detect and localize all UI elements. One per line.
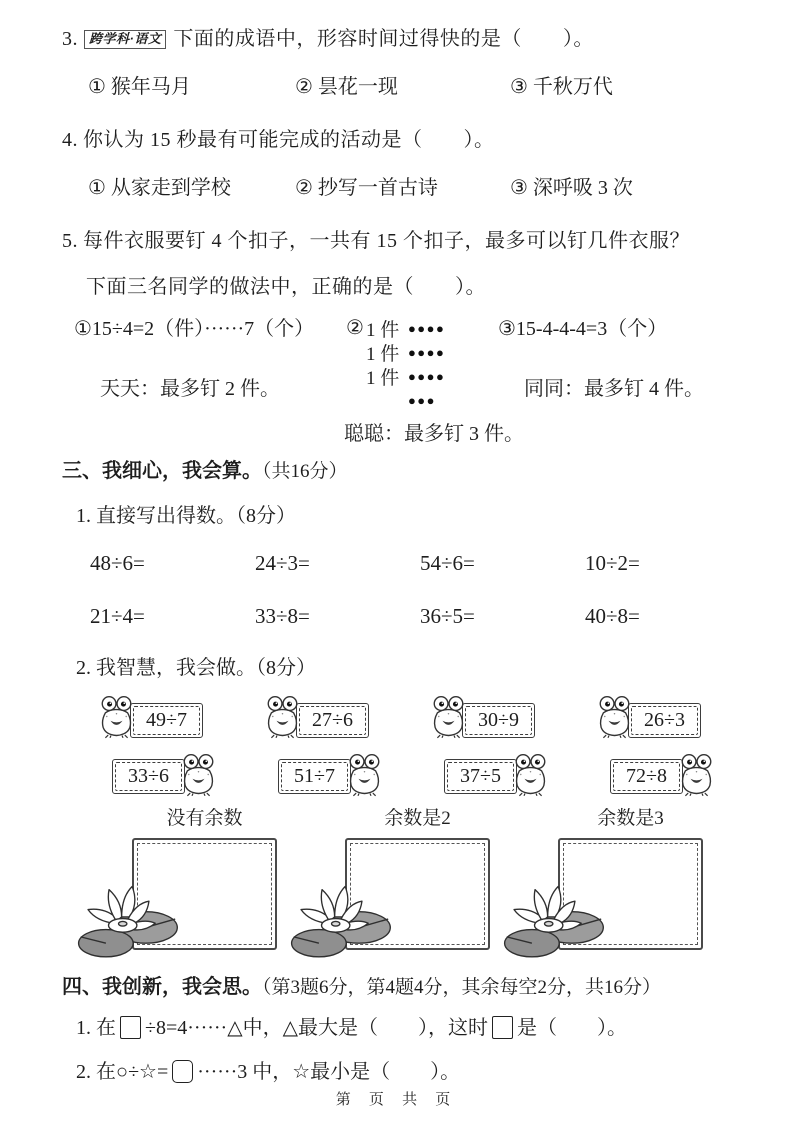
blank-square-icon: [492, 1016, 513, 1039]
subsection-1-title: 1. 直接写出得数。（8分）: [76, 505, 296, 527]
answer-ponds: [62, 806, 745, 950]
option-1: ① 猴年马月: [88, 76, 191, 98]
lotus-icon: [289, 876, 395, 960]
piece-label: 1 件: [365, 319, 400, 341]
card-expression: 37÷5: [447, 762, 514, 791]
card-expression: 27÷6: [299, 706, 366, 735]
fact-expression: 36÷5=: [420, 604, 475, 628]
frog-card: [112, 752, 278, 800]
question-text: 是（ ）。: [516, 1017, 627, 1039]
option-3: ③ 千秋万代: [510, 76, 613, 98]
frog-card: [98, 696, 264, 744]
frog-cards-row-2: [112, 752, 745, 800]
card-expression: 72÷8: [613, 762, 680, 791]
fact-expression: 40÷8=: [585, 604, 640, 628]
subsection-2-title: 2. 我智慧，我会做。（8分）: [76, 657, 316, 679]
frog-icon: [512, 753, 549, 797]
cross-subject-badge: 跨学科·语文: [84, 30, 166, 49]
pond-column-remainder-3: [512, 806, 737, 950]
card-expression: 33÷6: [115, 762, 182, 791]
method-tiantian: [74, 316, 346, 446]
option-3: ③ 深呼吸 3 次: [510, 177, 633, 199]
question-4-text: 你认为 15 秒最有可能完成的活动是（ ）。: [83, 129, 495, 151]
question-4: [62, 127, 745, 154]
button-dots-icon: ●●●●: [407, 320, 446, 336]
answer-box: [558, 838, 703, 950]
question-4-number: 4.: [62, 129, 78, 151]
fact-expression: 10÷2=: [585, 551, 640, 575]
button-dots-remainder-icon: ●●●: [407, 392, 436, 408]
question-text: 1. 在: [76, 1017, 116, 1039]
pond-label: 没有余数: [166, 808, 243, 829]
piece-label: 1 件: [365, 367, 400, 389]
section-3-title: 三、我细心，我会算。: [62, 460, 262, 482]
section-3-heading: [62, 454, 745, 483]
option-2: ② 昙花一现: [295, 76, 398, 98]
method-2-dot-diagram: [366, 316, 445, 412]
pond-column-no-remainder: [62, 806, 287, 950]
option-1: ① 从家走到学校: [88, 177, 231, 199]
frog-icon: [430, 695, 467, 739]
lotus-icon: [76, 876, 182, 960]
page-footer: 第 页 共 页: [335, 1091, 458, 1108]
question-3-number: 3.: [62, 28, 78, 50]
question-3: [62, 26, 745, 53]
method-1-conclusion: 天天：最多钉 2 件。: [100, 378, 280, 400]
frog-card: [596, 696, 762, 744]
frog-icon: [596, 695, 633, 739]
question-5-text-line1: 每件衣服要钉 4 个扣子，一共有 15 个扣子，最多可以钉几件衣服？: [83, 230, 690, 252]
fact-expression: 54÷6=: [420, 551, 475, 575]
method-3-conclusion: 同同：最多钉 4 件。: [524, 378, 704, 400]
button-dots-icon: ●●●●: [407, 344, 446, 360]
section-4-question-1: [76, 1013, 745, 1043]
frog-icon: [180, 753, 217, 797]
method-2-conclusion: 聪聪：最多钉 3 件。: [344, 423, 524, 445]
question-4-options: [88, 175, 745, 201]
section-4-title: 四、我创新，我会思。: [62, 976, 262, 998]
frog-cards-row-1: [98, 696, 745, 744]
fact-expression: 21÷4=: [90, 604, 145, 628]
card-expression: 51÷7: [281, 762, 348, 791]
blank-square-icon: [120, 1016, 141, 1039]
button-dots-icon: ●●●●: [407, 368, 446, 384]
question-text: ÷8=4······△中，△最大是（ ），这时: [145, 1017, 488, 1039]
section-4-score: （第3题6分，第4题4分，其余每空2分，共16分）: [262, 977, 662, 998]
fact-expression: 48÷6=: [90, 551, 145, 575]
question-3-options: [88, 74, 745, 100]
frog-card: [610, 752, 776, 800]
pond-column-remainder-2: [287, 806, 512, 950]
card-expression: 30÷9: [465, 706, 532, 735]
piece-label: 1 件: [365, 343, 400, 365]
pond-label: 余数是2: [384, 808, 451, 829]
division-facts: [90, 550, 745, 629]
frog-icon: [264, 695, 301, 739]
question-text: 2. 在○÷☆=: [76, 1061, 169, 1083]
frog-icon: [98, 695, 135, 739]
fact-expression: 24÷3=: [255, 551, 310, 575]
question-text: ······3 中，☆最小是（ ）。: [197, 1061, 461, 1083]
frog-icon: [346, 753, 383, 797]
option-2: ② 抄写一首古诗: [295, 177, 438, 199]
card-expression: 26÷3: [631, 706, 698, 735]
frog-card: [278, 752, 444, 800]
fact-expression: 33÷8=: [255, 604, 310, 628]
method-tongtong: [498, 316, 745, 446]
answer-box: [345, 838, 490, 950]
frog-icon: [678, 753, 715, 797]
pond-label: 余数是3: [597, 808, 664, 829]
question-5-text-line2: 下面三名同学的做法中，正确的是（ ）。: [86, 276, 486, 298]
answer-box: [132, 838, 277, 950]
method-2-label: ②: [346, 317, 364, 339]
card-expression: 49÷7: [133, 706, 200, 735]
section-3-score: （共16分）: [262, 461, 348, 482]
method-3-formula: ③15-4-4-4=3（个）: [498, 318, 668, 340]
section-4-heading: [62, 970, 745, 999]
method-congcong: [344, 316, 524, 446]
question-5-number: 5.: [62, 230, 78, 252]
blank-square-icon: [172, 1060, 193, 1083]
question-5: [62, 228, 745, 255]
frog-card: [444, 752, 610, 800]
section-4-question-2: [76, 1057, 745, 1087]
frog-card: [264, 696, 430, 744]
question-5-methods: [74, 316, 745, 446]
frog-card: [430, 696, 596, 744]
method-1-formula: ①15÷4=2（件）······7（个）: [74, 318, 315, 340]
question-3-text: 下面的成语中，形容时间过得快的是（ ）。: [173, 28, 594, 50]
lotus-icon: [502, 876, 608, 960]
